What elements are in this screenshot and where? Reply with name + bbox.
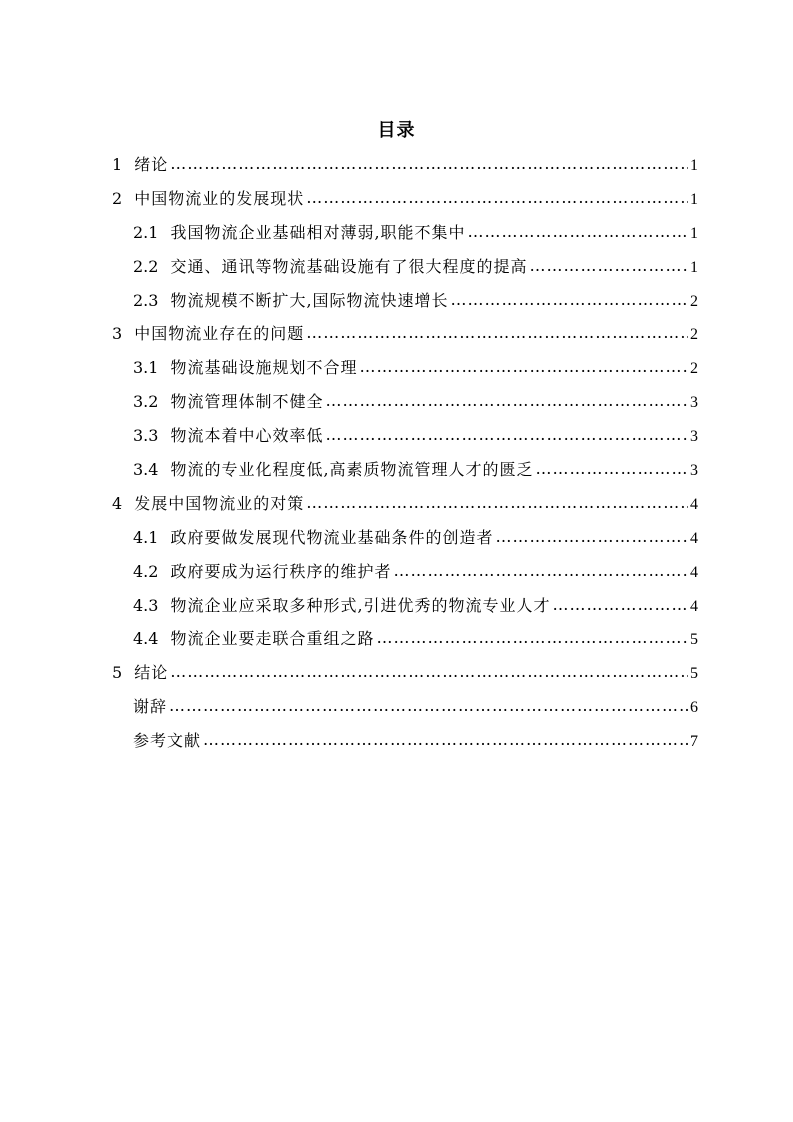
toc-entry[interactable] xyxy=(112,489,698,519)
toc-entry[interactable] xyxy=(112,421,698,451)
toc-dot-leader xyxy=(306,183,688,213)
toc-entry[interactable] xyxy=(112,387,698,417)
toc-entry-label: 物流管理体制不健全 xyxy=(170,392,324,412)
toc-entry-page: 4 xyxy=(690,495,698,513)
toc-dot-leader xyxy=(359,352,688,382)
toc-entry-label: 政府要成为运行秩序的维护者 xyxy=(170,561,392,581)
toc-entry-page: 2 xyxy=(690,292,698,310)
toc-entry-number: 3.2 xyxy=(133,392,159,412)
toc-entry-number: 3.1 xyxy=(133,358,159,378)
toc-entry[interactable] xyxy=(112,218,698,248)
toc-entry[interactable] xyxy=(112,150,698,180)
toc-entry-page: 4 xyxy=(690,529,698,547)
toc-list xyxy=(112,150,698,760)
toc-entry-number: 4.1 xyxy=(133,527,159,547)
toc-dot-leader xyxy=(553,590,688,620)
toc-entry-number: 2 xyxy=(112,188,123,208)
toc-dot-leader xyxy=(376,623,688,653)
toc-entry-label: 物流的专业化程度低,高素质物流管理人才的匮乏 xyxy=(170,460,534,480)
toc-entry-page: 2 xyxy=(690,326,698,344)
toc-entry-number: 4.3 xyxy=(133,595,159,615)
toc-dot-leader xyxy=(325,420,688,450)
toc-entry-number: 3.4 xyxy=(133,460,159,480)
toc-entry-page: 1 xyxy=(690,157,698,174)
toc-entry-number: 1 xyxy=(112,155,123,174)
toc-entry-page: 2 xyxy=(690,360,698,378)
toc-entry-label: 参考文献 xyxy=(133,731,202,751)
toc-entry-label: 物流基础设施规划不合理 xyxy=(170,358,358,378)
toc-dot-leader xyxy=(529,251,688,281)
toc-dot-leader xyxy=(536,454,688,484)
toc-entry[interactable] xyxy=(112,353,698,383)
toc-entry-number: 3 xyxy=(112,324,123,344)
toc-entry-page: 1 xyxy=(690,258,698,276)
toc-entry[interactable] xyxy=(112,523,698,553)
toc-entry-page: 1 xyxy=(690,224,698,242)
toc-dot-leader xyxy=(306,488,688,518)
toc-title: 目录 xyxy=(377,120,416,141)
toc-entry[interactable] xyxy=(112,557,698,587)
toc-entry[interactable] xyxy=(112,624,698,654)
toc-entry-page: 5 xyxy=(690,665,698,683)
toc-entry[interactable] xyxy=(112,658,698,688)
toc-entry[interactable] xyxy=(112,286,698,316)
toc-entry-label: 物流本着中心效率低 xyxy=(170,426,324,446)
toc-entry[interactable] xyxy=(112,184,698,214)
toc-entry-page: 4 xyxy=(690,563,698,581)
toc-entry-number: 4 xyxy=(112,493,123,513)
toc-entry-number: 2.1 xyxy=(133,222,159,242)
toc-entry-label: 绪论 xyxy=(134,155,169,174)
toc-dot-leader xyxy=(169,691,688,721)
toc-entry-page: 7 xyxy=(690,733,698,751)
toc-entry-label: 结论 xyxy=(134,663,169,683)
toc-dot-leader xyxy=(203,725,688,755)
toc-dot-leader xyxy=(468,217,688,247)
toc-entry-label: 中国物流业的发展现状 xyxy=(134,188,305,208)
toc-entry-page: 3 xyxy=(690,462,698,480)
toc-dot-leader xyxy=(170,657,688,687)
toc-dot-leader xyxy=(393,556,688,586)
toc-entry-label: 物流企业要走联合重组之路 xyxy=(170,629,375,649)
toc-entry-number: 3.3 xyxy=(133,426,159,446)
toc-entry-number: 2.2 xyxy=(133,256,159,276)
toc-entry-label: 发展中国物流业的对策 xyxy=(134,493,305,513)
toc-entry-label: 物流企业应采取多种形式,引进优秀的物流专业人才 xyxy=(170,595,551,615)
toc-entry-page: 3 xyxy=(690,428,698,446)
toc-entry-number: 4.2 xyxy=(133,561,159,581)
toc-entry-label: 中国物流业存在的问题 xyxy=(134,324,305,344)
toc-entry-page: 6 xyxy=(690,699,698,717)
toc-dot-leader xyxy=(451,285,688,315)
toc-dot-leader xyxy=(495,522,688,552)
toc-entry-number: 2.3 xyxy=(133,290,159,310)
toc-entry[interactable] xyxy=(112,319,698,349)
toc-entry[interactable] xyxy=(112,455,698,485)
toc-entry-label: 物流规模不断扩大,国际物流快速增长 xyxy=(170,290,449,310)
toc-entry-page: 1 xyxy=(690,190,698,208)
toc-entry-label: 政府要做发展现代物流业基础条件的创造者 xyxy=(170,527,494,547)
toc-dot-leader xyxy=(325,386,688,416)
toc-entry-number: 5 xyxy=(112,663,123,683)
toc-entry-page: 4 xyxy=(690,597,698,615)
toc-entry-page: 3 xyxy=(690,394,698,412)
toc-entry-label: 交通、通讯等物流基础设施有了很大程度的提高 xyxy=(170,256,528,276)
toc-dot-leader xyxy=(170,149,688,179)
toc-entry[interactable] xyxy=(112,692,698,722)
toc-entry-label: 我国物流企业基础相对薄弱,职能不集中 xyxy=(170,222,466,242)
toc-entry-number: 4.4 xyxy=(133,629,159,649)
toc-entry[interactable] xyxy=(112,726,698,756)
toc-dot-leader xyxy=(306,318,688,348)
toc-entry[interactable] xyxy=(112,252,698,282)
toc-entry[interactable] xyxy=(112,591,698,621)
toc-entry-page: 5 xyxy=(690,631,698,649)
toc-entry-label: 谢辞 xyxy=(133,697,168,717)
